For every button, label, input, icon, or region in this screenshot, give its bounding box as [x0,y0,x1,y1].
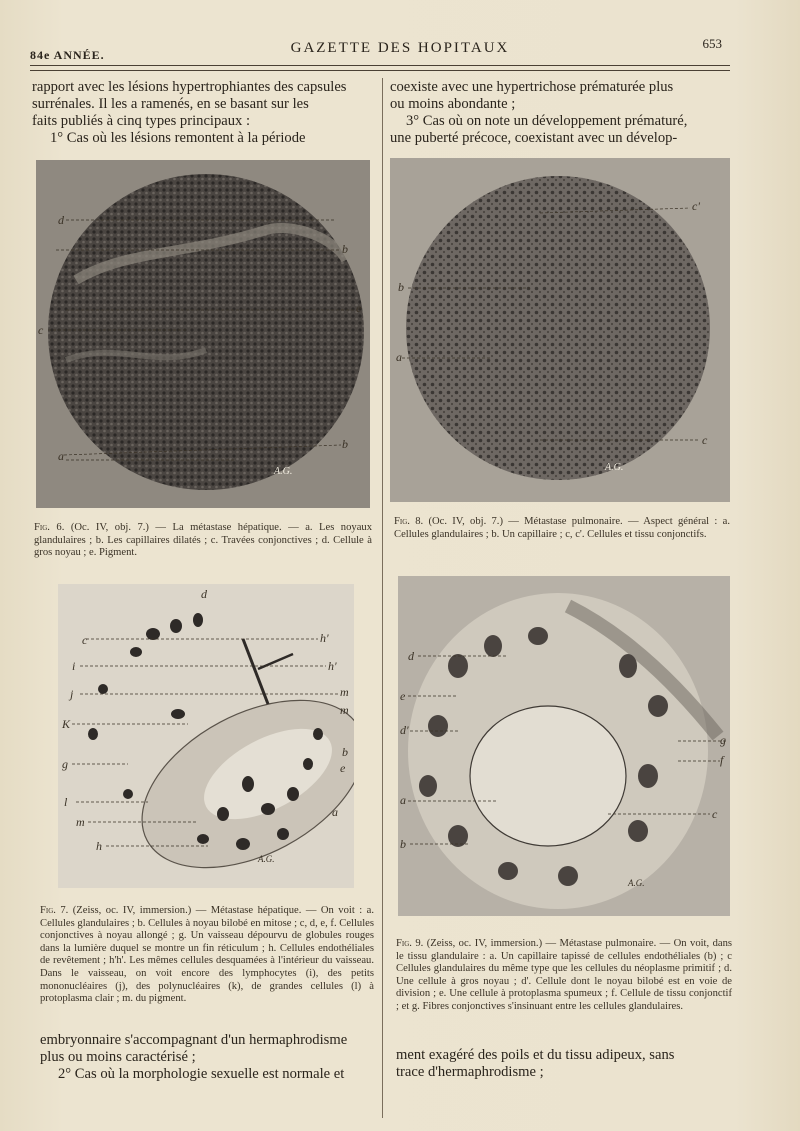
label-m-3: m [76,815,85,829]
label-m: m [340,685,349,699]
caption-label: Fig. 7. [40,905,69,916]
header-rule-2 [30,70,730,71]
label-m-2: m [340,703,349,717]
caption-text: (Oc. IV, obj. 7.) — Métastase pulmonaire. — Aspect général : a. Cellules glandulaires ; b. Un capillaire ; c, c'. Cellules et tissu conjonctifs. [394,516,730,540]
label-g: g [62,757,68,771]
column2-bottom-text [396,1047,732,1081]
caption-text: (Zeiss, oc. IV, immersion.) — Métastase hépatique. — On voit : a. Cellules glandulaires ; b. Cellules à noyau bilobé en mitose ; c, d, e, f. Cellules conjonctives à noyau allongé ; g. Un vaisseau dépourvu de globules rouges dans la lumière duquel se montre un fin réticulum ; h. Cellules endothéliales de revêtement ; h'h'. Les mêmes cellules desquamées à l'intérieur du vaisseau. Dans le vaisseau, on voit encore des lymphocytes (i), des petits mononucléaires (j), des polynucléaires (k), de grandes cellules (l) à protoplasma clair ; m. du pigment. [40,905,374,1005]
label-d: d [58,213,64,227]
caption-label: Fig. 8. [394,516,424,527]
text-line: une puberté précoce, coexistant avec un dévelop- [390,130,678,146]
caption-text: (Oc. IV, obj. 7.) — La métastase hépatique. — a. Les noyaux glandulaires ; b. Les capillaires dilatés ; c. Travées conjonctives ; d. Cellule à gros noyau ; e. Pigment. [34,522,372,559]
label-a: a [400,793,406,807]
figure-7-caption [40,905,374,1006]
label-h-prime-2: h' [328,659,337,673]
label-b: b [398,280,404,294]
header-rule [30,65,730,66]
label-d: d [408,649,414,663]
label-l: l [64,795,68,809]
figure-8-caption [394,516,730,541]
label-e: e [356,301,362,315]
caption-text: (Zeiss, oc. IV, immersion.) — Métastase pulmonaire. — On voit, dans le tissu glandulaire : a. Un capillaire tapissé de cellules endothéliales (b) ; c Cellules glandulaires du même type que les cellules du néoplasme primitif ; d. Une cellule à gros noyau ; d'. Cellule dont le noyau bilobé est en voie de division ; e. Une cellule à protoplasma spumeux ; f. Cellule de tissu conjonctif ; et g. Fibres conjonctives s'insinuant entre les cellules glandulaires. [396,938,732,1012]
figure-8-micrograph [390,158,730,502]
label-b: b [400,837,406,851]
label-e: e [400,689,406,703]
text-line: surrénales. Il les a ramenés, en se basant sur les [32,96,309,112]
label-e: e [340,761,346,775]
text-line: ment exagéré des poils et du tissu adipeux, sans [396,1047,675,1063]
label-f: f [720,753,724,767]
label-h-prime: h' [320,631,329,645]
label-h: h [96,839,102,853]
column-separator [382,78,383,1118]
figure-7-drawing [58,584,354,888]
caption-label: Fig. 9. [396,938,424,949]
text-line: plus ou moins caractérisé ; [40,1049,196,1065]
caption-label: Fig. 6. [34,522,65,533]
text-line: coexiste avec une hypertrichose prématurée plus [390,79,674,95]
label-a: a [332,805,338,819]
label-b: b [342,242,348,256]
label-c: c [712,807,718,821]
label-c-prime: c' [692,199,700,213]
column1-top-text [32,79,370,147]
label-c: c [38,323,44,337]
text-line: 2° Cas où la morphologie sexuelle est normale et [58,1066,345,1082]
figure-6-caption [34,522,372,560]
artist-signature: A.G. [258,854,275,864]
text-line: 3° Cas où on note un développement prématuré, [406,113,688,129]
figure-6-micrograph [36,160,370,508]
column2-top-text [390,79,730,147]
label-d-prime: d' [400,723,409,737]
label-i: i [72,659,76,673]
label-b-lower: b [342,437,348,451]
text-line: trace d'hermaphrodisme ; [396,1064,544,1080]
label-d: d [201,587,207,601]
label-a: a [396,350,402,364]
text-line: embryonnaire s'accompagnant d'un hermaphrodisme [40,1032,348,1048]
text-line: faits publiés à cinq types principaux : [32,113,251,129]
label-c: c [82,633,88,647]
artist-signature: A.G. [274,466,293,477]
column1-bottom-text [40,1032,374,1083]
label-c: c [702,433,708,447]
label-g: g [720,733,726,747]
figure-9-drawing [398,576,730,916]
label-a: a [58,449,64,463]
label-k: K [62,717,71,731]
text-line: 1° Cas où les lésions remontent à la période [50,130,306,146]
artist-signature: A.G. [628,878,645,888]
label-b: b [342,745,348,759]
label-j: j [70,687,74,701]
artist-signature: A.G. [605,462,624,473]
text-line: ou moins abondante ; [390,96,516,112]
year-label: 84e ANNÉE. [30,48,105,62]
figure-9-caption [396,938,732,1014]
text-line: rapport avec les lésions hypertrophiantes des capsules [32,79,347,95]
page-number: 653 [702,36,722,51]
journal-title: GAZETTE DES HOPITAUX [290,40,510,56]
